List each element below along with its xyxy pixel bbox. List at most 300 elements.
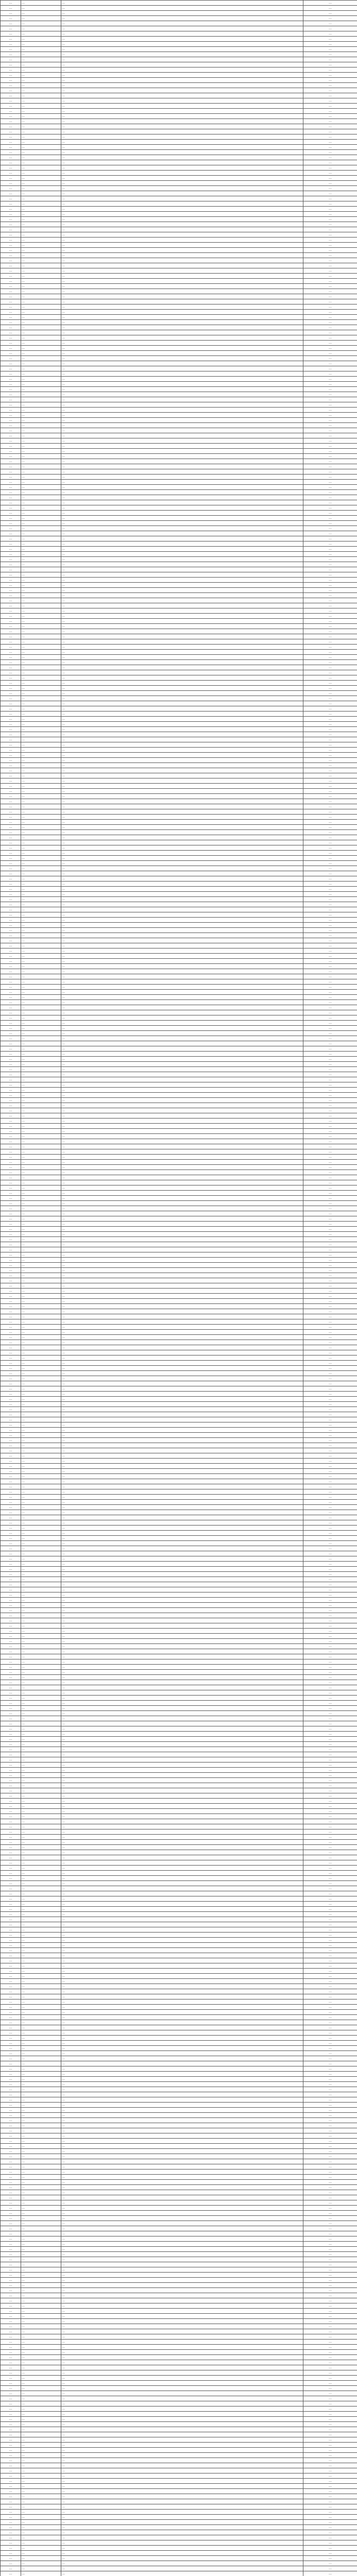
value-cell xyxy=(303,1227,357,1232)
name-text: … xyxy=(62,295,65,298)
name-text: … xyxy=(62,1475,65,1478)
value-cell xyxy=(303,2010,357,2015)
code-cell xyxy=(21,1227,61,1232)
table-row xyxy=(1,2412,357,2417)
code-cell xyxy=(21,2365,61,2370)
name-text: … xyxy=(62,382,65,386)
code-cell xyxy=(21,897,61,902)
name-text: … xyxy=(62,1062,65,1066)
value-cell xyxy=(303,1294,357,1299)
code-cell xyxy=(21,2097,61,2103)
code-text: … xyxy=(22,2041,25,2045)
name-cell xyxy=(61,1479,303,1484)
value-text: … xyxy=(329,1629,332,1633)
name-text: … xyxy=(62,640,65,643)
code-text: … xyxy=(22,1062,25,1066)
table-row xyxy=(1,1907,357,1912)
code-text: … xyxy=(22,1057,25,1061)
value-cell xyxy=(303,1495,357,1500)
value-text: … xyxy=(329,2562,332,2565)
row-number-text: … xyxy=(9,2139,12,2143)
code-text: … xyxy=(22,212,25,216)
code-cell xyxy=(21,382,61,387)
name-text: … xyxy=(62,1675,65,1679)
row-number-text: … xyxy=(9,1335,12,1339)
row-number-cell xyxy=(1,598,21,603)
row-number-cell xyxy=(1,2458,21,2463)
row-number-text: … xyxy=(9,1907,12,1911)
name-cell xyxy=(61,572,303,578)
table-row xyxy=(1,1747,357,1752)
value-text: … xyxy=(329,1541,332,1545)
value-cell xyxy=(303,2303,357,2309)
value-cell xyxy=(303,1474,357,1479)
code-cell xyxy=(21,1762,61,1768)
name-text: … xyxy=(62,248,65,252)
value-cell xyxy=(303,624,357,629)
row-number-cell xyxy=(1,1567,21,1572)
value-text: … xyxy=(329,439,332,443)
value-text: … xyxy=(329,284,332,288)
table-row xyxy=(1,6,357,11)
value-cell xyxy=(303,2334,357,2340)
table-row xyxy=(1,505,357,511)
value-text: … xyxy=(329,1176,332,1179)
row-number-text: … xyxy=(9,2325,12,2328)
value-text: … xyxy=(329,1248,332,1251)
value-cell xyxy=(303,732,357,737)
value-cell xyxy=(303,1108,357,1113)
row-number-cell xyxy=(1,2103,21,2108)
value-cell xyxy=(303,526,357,531)
row-number-text: … xyxy=(9,547,12,551)
table-row xyxy=(1,1809,357,1814)
name-cell xyxy=(61,238,303,243)
code-cell xyxy=(21,1366,61,1371)
name-cell xyxy=(61,670,303,675)
code-cell xyxy=(21,2257,61,2262)
name-text: … xyxy=(62,47,65,51)
row-number-text: … xyxy=(9,944,12,947)
name-cell xyxy=(61,1402,303,1407)
value-text: … xyxy=(329,1933,332,1937)
row-number-cell xyxy=(1,2180,21,2185)
name-text: … xyxy=(62,1593,65,1597)
value-cell xyxy=(303,109,357,114)
table-row xyxy=(1,1464,357,1469)
name-cell xyxy=(61,2463,303,2468)
value-cell xyxy=(303,2103,357,2108)
value-cell xyxy=(303,2479,357,2484)
name-text: … xyxy=(62,568,65,571)
table-row xyxy=(1,1021,357,1026)
table-row xyxy=(1,536,357,541)
code-text: … xyxy=(22,320,25,324)
code-text: … xyxy=(22,1505,25,1509)
row-number-cell xyxy=(1,583,21,588)
name-cell xyxy=(61,954,303,959)
row-number-text: … xyxy=(9,1433,12,1437)
value-text: … xyxy=(329,959,332,963)
value-text: … xyxy=(329,1624,332,1628)
name-cell xyxy=(61,1773,303,1778)
row-number-text: … xyxy=(9,460,12,463)
row-number-text: … xyxy=(9,2144,12,2148)
value-text: … xyxy=(329,1974,332,1978)
table-row xyxy=(1,2144,357,2149)
value-text: … xyxy=(329,1583,332,1586)
row-number-text: … xyxy=(9,913,12,917)
name-cell xyxy=(61,284,303,289)
name-cell xyxy=(61,346,303,351)
row-number-cell xyxy=(1,1907,21,1912)
value-cell xyxy=(303,377,357,382)
table-row xyxy=(1,531,357,536)
value-text: … xyxy=(329,717,332,721)
value-cell xyxy=(303,1155,357,1160)
value-cell xyxy=(303,1118,357,1124)
row-number-cell xyxy=(1,1793,21,1799)
row-number-cell xyxy=(1,2123,21,2128)
row-number-cell xyxy=(1,763,21,768)
row-number-cell xyxy=(1,1675,21,1680)
value-text: … xyxy=(329,1851,332,1854)
row-number-cell xyxy=(1,567,21,572)
code-cell xyxy=(21,593,61,598)
name-cell xyxy=(61,2082,303,2087)
table-row xyxy=(1,521,357,526)
code-text: … xyxy=(22,2531,25,2534)
value-cell xyxy=(303,1665,357,1670)
value-text: … xyxy=(329,1500,332,1504)
row-number-text: … xyxy=(9,1140,12,1143)
row-number-text: … xyxy=(9,954,12,958)
code-text: … xyxy=(22,1954,25,1957)
code-cell xyxy=(21,1026,61,1031)
name-cell xyxy=(61,438,303,444)
code-cell xyxy=(21,2092,61,2097)
row-number-text: … xyxy=(9,1268,12,1272)
name-text: … xyxy=(62,506,65,510)
value-cell xyxy=(303,124,357,129)
value-text: … xyxy=(329,2278,332,2282)
name-cell xyxy=(61,557,303,562)
row-number-text: … xyxy=(9,1969,12,1973)
row-number-text: … xyxy=(9,897,12,901)
code-text: … xyxy=(22,2484,25,2488)
code-cell xyxy=(21,1531,61,1536)
code-cell xyxy=(21,2396,61,2401)
value-text: … xyxy=(329,1284,332,1287)
table-row xyxy=(1,1381,357,1386)
code-text: … xyxy=(22,903,25,906)
row-number-text: … xyxy=(9,2381,12,2385)
value-cell xyxy=(303,866,357,871)
value-text: … xyxy=(329,2216,332,2220)
code-text: … xyxy=(22,671,25,674)
code-text: … xyxy=(22,357,25,360)
code-cell xyxy=(21,1994,61,1999)
table-row xyxy=(1,171,357,176)
code-cell xyxy=(21,392,61,397)
code-cell xyxy=(21,2293,61,2298)
code-cell xyxy=(21,1922,61,1927)
value-cell xyxy=(303,778,357,784)
code-text: … xyxy=(22,1856,25,1859)
value-text: … xyxy=(329,918,332,922)
value-text: … xyxy=(329,521,332,525)
name-cell xyxy=(61,1922,303,1927)
table-row xyxy=(1,37,357,42)
name-text: … xyxy=(62,192,65,195)
row-number-text: … xyxy=(9,2551,12,2555)
name-cell xyxy=(61,717,303,722)
value-cell xyxy=(303,1526,357,1531)
row-number-cell xyxy=(1,1160,21,1165)
row-number-cell xyxy=(1,1701,21,1706)
row-number-cell xyxy=(1,882,21,887)
name-cell xyxy=(61,2200,303,2206)
value-text: … xyxy=(329,2026,332,2029)
code-cell xyxy=(21,1974,61,1979)
table-row xyxy=(1,294,357,299)
value-text: … xyxy=(329,130,332,133)
table-row xyxy=(1,1963,357,1969)
code-cell xyxy=(21,1484,61,1489)
value-cell xyxy=(303,1603,357,1608)
name-cell xyxy=(61,696,303,701)
code-text: … xyxy=(22,2366,25,2369)
name-text: … xyxy=(62,1748,65,1751)
row-number-cell xyxy=(1,1088,21,1093)
name-text: … xyxy=(62,357,65,360)
row-number-cell xyxy=(1,1185,21,1191)
name-text: … xyxy=(62,769,65,772)
value-cell xyxy=(303,371,357,377)
code-text: … xyxy=(22,274,25,278)
value-text: … xyxy=(329,1083,332,1087)
row-number-cell xyxy=(1,871,21,876)
code-text: … xyxy=(22,1681,25,1684)
code-cell xyxy=(21,2175,61,2180)
code-text: … xyxy=(22,1052,25,1056)
name-cell xyxy=(61,2401,303,2406)
code-text: … xyxy=(22,825,25,829)
name-cell xyxy=(61,1299,303,1304)
code-text: … xyxy=(22,99,25,103)
code-cell xyxy=(21,207,61,212)
code-text: … xyxy=(22,1562,25,1566)
row-number-text: … xyxy=(9,805,12,808)
value-cell xyxy=(303,227,357,232)
value-cell xyxy=(303,444,357,449)
code-text: … xyxy=(22,1320,25,1324)
row-number-cell xyxy=(1,351,21,356)
value-text: … xyxy=(329,53,332,56)
row-number-cell xyxy=(1,2015,21,2020)
code-cell xyxy=(21,1587,61,1592)
value-text: … xyxy=(329,454,332,458)
name-cell xyxy=(61,1428,303,1433)
value-text: … xyxy=(329,1171,332,1174)
value-cell xyxy=(303,2499,357,2504)
name-text: … xyxy=(62,1804,65,1808)
row-number-text: … xyxy=(9,980,12,984)
row-number-cell xyxy=(1,1752,21,1757)
value-text: … xyxy=(329,2191,332,2194)
row-number-cell xyxy=(1,1108,21,1113)
row-number-text: … xyxy=(9,655,12,659)
row-number-cell xyxy=(1,1309,21,1314)
value-text: … xyxy=(329,856,332,860)
value-text: … xyxy=(329,1562,332,1566)
name-cell xyxy=(61,742,303,748)
row-number-cell xyxy=(1,171,21,176)
table-row xyxy=(1,119,357,124)
code-cell xyxy=(21,892,61,897)
name-cell xyxy=(61,351,303,356)
row-number-text: … xyxy=(9,1526,12,1530)
table-row xyxy=(1,2427,357,2432)
value-text: … xyxy=(329,624,332,628)
row-number-text: … xyxy=(9,959,12,963)
value-cell xyxy=(303,2571,357,2576)
name-text: … xyxy=(62,2273,65,2277)
value-cell xyxy=(303,815,357,820)
row-number-text: … xyxy=(9,1500,12,1504)
value-text: … xyxy=(329,619,332,623)
value-cell xyxy=(303,2417,357,2422)
value-text: … xyxy=(329,882,332,886)
table-row xyxy=(1,1855,357,1860)
value-cell xyxy=(303,681,357,686)
name-text: … xyxy=(62,2526,65,2529)
value-cell xyxy=(303,408,357,413)
row-number-cell xyxy=(1,104,21,109)
row-number-text: … xyxy=(9,1490,12,1494)
code-cell xyxy=(21,2417,61,2422)
row-number-cell xyxy=(1,655,21,660)
name-text: … xyxy=(62,490,65,494)
table-row xyxy=(1,2401,357,2406)
name-cell xyxy=(61,907,303,912)
name-cell xyxy=(61,1046,303,1052)
value-cell xyxy=(303,155,357,160)
value-text: … xyxy=(329,2144,332,2148)
row-number-cell xyxy=(1,1381,21,1386)
code-text: … xyxy=(22,161,25,164)
code-text: … xyxy=(22,1799,25,1803)
value-cell xyxy=(303,2309,357,2314)
code-text: … xyxy=(22,1325,25,1329)
row-number-cell xyxy=(1,330,21,335)
name-cell xyxy=(61,253,303,258)
row-number-text: … xyxy=(9,1706,12,1710)
name-cell xyxy=(61,732,303,737)
table-row xyxy=(1,933,357,938)
name-text: … xyxy=(62,1263,65,1267)
table-row xyxy=(1,1598,357,1603)
code-text: … xyxy=(22,130,25,133)
name-cell xyxy=(61,408,303,413)
code-text: … xyxy=(22,2289,25,2292)
value-text: … xyxy=(329,1258,332,1262)
code-cell xyxy=(21,974,61,979)
row-number-cell xyxy=(1,2406,21,2412)
code-text: … xyxy=(22,1026,25,1030)
code-cell xyxy=(21,1263,61,1268)
value-cell xyxy=(303,459,357,464)
name-cell xyxy=(61,887,303,892)
code-cell xyxy=(21,1124,61,1129)
table-row xyxy=(1,387,357,392)
code-text: … xyxy=(22,109,25,113)
value-cell xyxy=(303,2561,357,2566)
code-cell xyxy=(21,1747,61,1752)
value-text: … xyxy=(329,867,332,870)
table-row xyxy=(1,1443,357,1448)
code-text: … xyxy=(22,1629,25,1633)
code-text: … xyxy=(22,1274,25,1277)
row-number-cell xyxy=(1,1768,21,1773)
name-text: … xyxy=(62,2289,65,2292)
row-number-text: … xyxy=(9,1845,12,1849)
name-cell xyxy=(61,1634,303,1639)
table-row xyxy=(1,1670,357,1675)
code-cell xyxy=(21,2303,61,2309)
value-cell xyxy=(303,1299,357,1304)
name-cell xyxy=(61,1618,303,1623)
row-number-text: … xyxy=(9,1552,12,1555)
row-number-cell xyxy=(1,124,21,129)
row-number-cell xyxy=(1,160,21,165)
name-text: … xyxy=(62,1799,65,1803)
name-text: … xyxy=(62,1897,65,1901)
name-text: … xyxy=(62,125,65,128)
code-text: … xyxy=(22,1011,25,1014)
value-cell xyxy=(303,1659,357,1665)
code-text: … xyxy=(22,1979,25,1983)
value-cell xyxy=(303,1077,357,1082)
name-cell xyxy=(61,820,303,825)
code-text: … xyxy=(22,1371,25,1375)
name-text: … xyxy=(62,913,65,917)
value-cell xyxy=(303,1541,357,1546)
name-text: … xyxy=(62,2392,65,2395)
row-number-text: … xyxy=(9,970,12,973)
name-cell xyxy=(61,943,303,948)
value-cell xyxy=(303,1510,357,1515)
value-cell xyxy=(303,1314,357,1319)
name-cell xyxy=(61,593,303,598)
row-number-text: … xyxy=(9,825,12,829)
name-text: … xyxy=(62,150,65,154)
code-cell xyxy=(21,2066,61,2072)
row-number-text: … xyxy=(9,892,12,896)
name-cell xyxy=(61,57,303,62)
value-text: … xyxy=(329,496,332,499)
code-text: … xyxy=(22,1124,25,1128)
table-row xyxy=(1,274,357,279)
code-cell xyxy=(21,1716,61,1721)
value-cell xyxy=(303,1927,357,1933)
table-row xyxy=(1,474,357,480)
row-number-cell xyxy=(1,1989,21,1994)
row-number-text: … xyxy=(9,197,12,200)
value-cell xyxy=(303,191,357,196)
name-text: … xyxy=(62,1,65,5)
value-cell xyxy=(303,37,357,42)
